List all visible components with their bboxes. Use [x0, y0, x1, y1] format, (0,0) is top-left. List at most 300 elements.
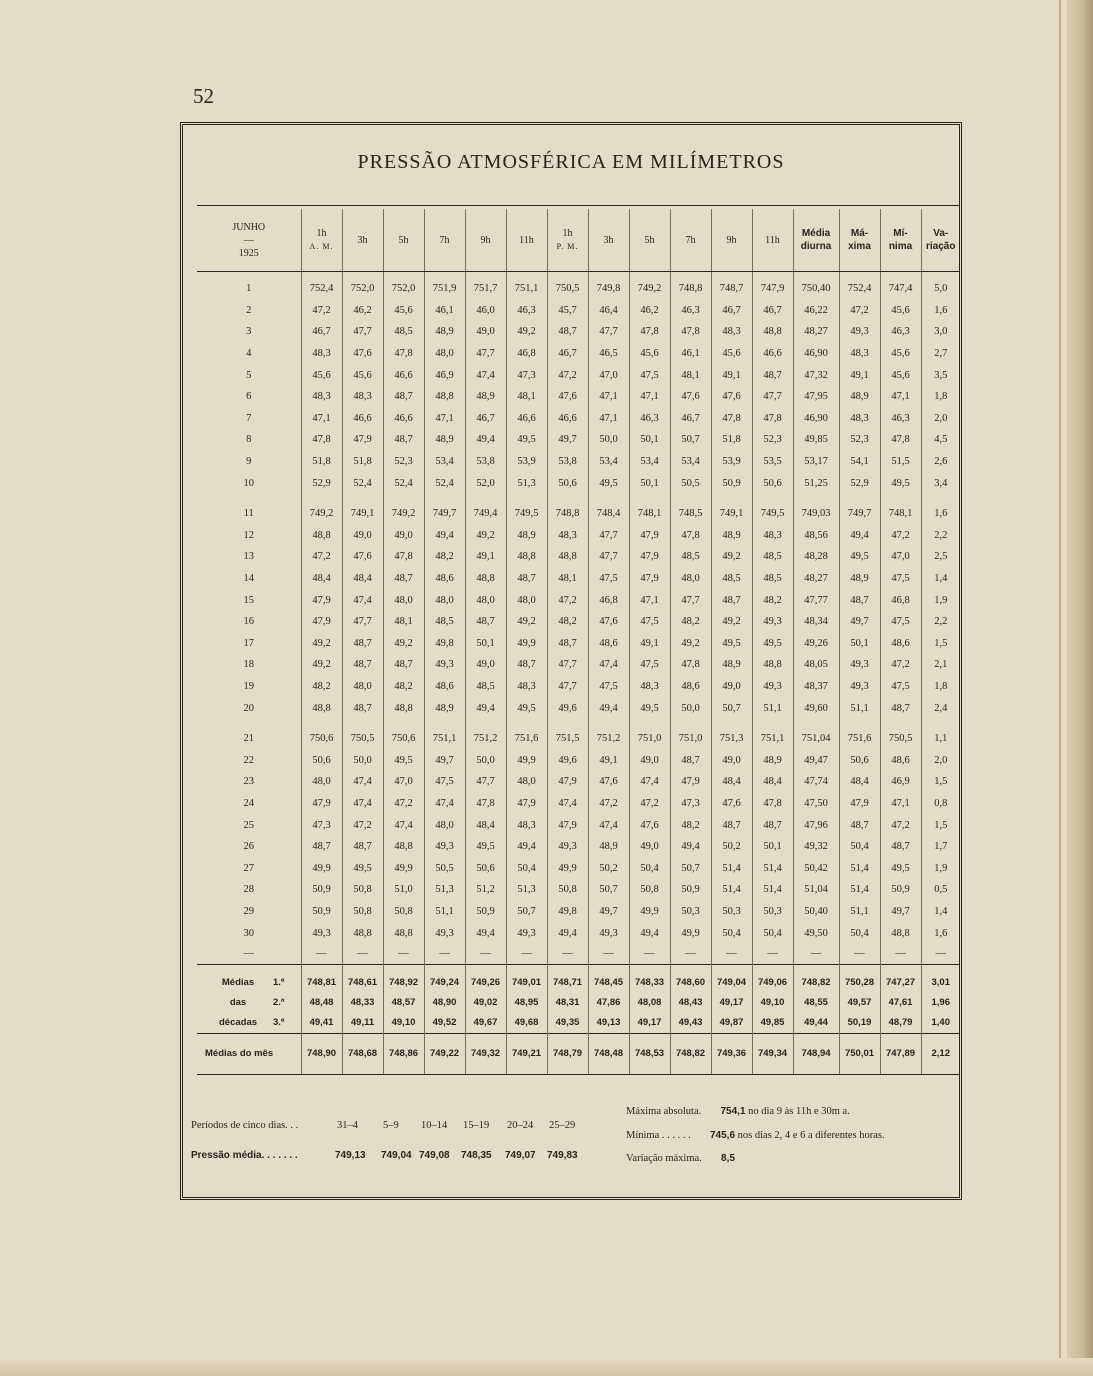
value-cell: 2,2 — [921, 525, 960, 547]
value-cell: 0,8 — [921, 793, 960, 815]
day-cell: 4 — [246, 348, 252, 360]
value-cell: 45,6 — [880, 300, 921, 322]
value-cell: 51,5 — [880, 451, 921, 473]
value-cell: 50,7 — [588, 879, 629, 901]
value-cell: 49,4 — [465, 922, 506, 944]
value-cell: 2,1 — [921, 654, 960, 676]
value-cell: 51,3 — [424, 879, 465, 901]
value-cell: 751,0 — [629, 728, 670, 750]
column-header — [839, 209, 880, 272]
value-cell: 49,1 — [711, 364, 752, 386]
day-cell: 18 — [243, 659, 254, 671]
value-cell: 46,6 — [383, 408, 424, 430]
value-cell: 49,26 — [793, 633, 839, 655]
value-cell: 46,5 — [588, 343, 629, 365]
value-cell: 48,7 — [547, 633, 588, 655]
value-cell: 751,2 — [588, 728, 629, 750]
value-cell: 750,5 — [547, 272, 588, 300]
value-cell: 51,4 — [839, 857, 880, 879]
value-cell: 48,8 — [506, 546, 547, 568]
month-mean-row — [197, 1033, 960, 1074]
table-row — [197, 879, 960, 901]
value-cell: 49,9 — [383, 857, 424, 879]
dash-cell: — — [752, 944, 793, 965]
table-row — [197, 546, 960, 568]
value-cell: 46,6 — [752, 343, 793, 365]
value-cell: 53,4 — [629, 451, 670, 473]
value-cell: 47,74 — [793, 771, 839, 793]
value-cell: 49,9 — [629, 901, 670, 923]
value-cell: 50,3 — [711, 901, 752, 923]
value-cell: 47,5 — [880, 568, 921, 590]
value-cell: 48,7 — [711, 814, 752, 836]
value-cell: 48,7 — [506, 654, 547, 676]
summary-value: 749,04 — [711, 964, 752, 993]
value-cell: 50,4 — [839, 922, 880, 944]
value-cell: 2,7 — [921, 343, 960, 365]
value-cell: 48,2 — [301, 676, 342, 698]
value-cell: 47,8 — [301, 429, 342, 451]
value-cell: 48,3 — [301, 386, 342, 408]
value-cell: 48,8 — [424, 386, 465, 408]
value-cell: 46,22 — [793, 300, 839, 322]
value-cell: 752,0 — [342, 272, 383, 300]
value-cell: 49,32 — [793, 836, 839, 858]
value-cell: 48,37 — [793, 676, 839, 698]
summary-value: 748,60 — [670, 964, 711, 993]
value-cell: 48,9 — [424, 697, 465, 719]
gap-cell — [342, 719, 383, 728]
decade-mark: 2.ª — [273, 997, 285, 1009]
value-cell: 48,0 — [301, 771, 342, 793]
table-row — [197, 429, 960, 451]
value-cell: 47,9 — [670, 771, 711, 793]
day-cell: 14 — [243, 573, 254, 585]
summary-value: 48,33 — [342, 993, 383, 1013]
value-cell: 48,8 — [342, 922, 383, 944]
value-cell: 50,6 — [301, 749, 342, 771]
gap-cell — [197, 494, 301, 503]
value-cell: 47,7 — [547, 676, 588, 698]
value-cell: 49,5 — [711, 633, 752, 655]
value-cell: 1,9 — [921, 589, 960, 611]
value-cell: 46,0 — [465, 300, 506, 322]
column-header-main: 11h — [519, 234, 534, 246]
value-cell: 46,1 — [424, 300, 465, 322]
value-cell: 48,2 — [424, 546, 465, 568]
value-cell: 48,3 — [301, 343, 342, 365]
min-abs-note: nos dias 2, 4 e 6 a diferentes horas. — [737, 1130, 885, 1141]
value-cell: 50,3 — [752, 901, 793, 923]
value-cell: 49,4 — [465, 697, 506, 719]
day-cell: 15 — [243, 594, 254, 606]
value-cell: 47,9 — [629, 546, 670, 568]
value-cell: 47,5 — [588, 676, 629, 698]
value-cell: 49,4 — [588, 697, 629, 719]
value-cell: 49,5 — [629, 697, 670, 719]
value-cell: 48,9 — [711, 525, 752, 547]
value-cell: 49,7 — [424, 749, 465, 771]
column-header-main: 1h — [562, 228, 573, 239]
decade-mark: 1.ª — [273, 977, 285, 989]
pressure-cell: 748,35 — [461, 1150, 492, 1161]
value-cell: 47,8 — [629, 321, 670, 343]
table-row — [197, 364, 960, 386]
value-cell: 47,6 — [711, 386, 752, 408]
value-cell: 47,1 — [588, 408, 629, 430]
value-cell: 47,32 — [793, 364, 839, 386]
summary-value: 747,27 — [880, 964, 921, 993]
value-cell: 47,6 — [588, 611, 629, 633]
day-cell: 24 — [243, 797, 254, 809]
value-cell: 48,3 — [506, 814, 547, 836]
gap-cell — [670, 719, 711, 728]
decade-mean-row — [197, 993, 960, 1013]
value-cell: 46,90 — [793, 408, 839, 430]
month-mean-value: 749,32 — [465, 1033, 506, 1074]
value-cell: 47,95 — [793, 386, 839, 408]
value-cell: 47,5 — [424, 771, 465, 793]
table-row — [197, 589, 960, 611]
value-cell: 48,0 — [342, 676, 383, 698]
value-cell: 51,4 — [711, 879, 752, 901]
value-cell: 46,8 — [506, 343, 547, 365]
day-cell: 22 — [243, 754, 254, 766]
value-cell: 51,8 — [711, 429, 752, 451]
value-cell: 49,0 — [629, 836, 670, 858]
value-cell: 48,4 — [752, 771, 793, 793]
value-cell: 51,25 — [793, 472, 839, 494]
value-cell: 49,5 — [839, 546, 880, 568]
value-cell: 48,8 — [383, 922, 424, 944]
value-cell: 49,9 — [670, 922, 711, 944]
value-cell: 46,7 — [547, 343, 588, 365]
month-label: JUNHO — [232, 221, 266, 233]
pressure-cell: 749,07 — [505, 1150, 536, 1161]
value-cell: 49,3 — [424, 654, 465, 676]
value-cell: 48,0 — [383, 589, 424, 611]
value-cell: 51,1 — [424, 901, 465, 923]
gap-cell — [506, 719, 547, 728]
gap-cell — [793, 719, 839, 728]
day-cell: 23 — [243, 776, 254, 788]
summary-value: 49,35 — [547, 1013, 588, 1034]
column-header — [301, 209, 342, 272]
value-cell: 52,0 — [465, 472, 506, 494]
value-cell: 748,8 — [670, 272, 711, 300]
month-mean-value: 748,68 — [342, 1033, 383, 1074]
month-mean-value: 748,82 — [670, 1033, 711, 1074]
summary-value: 48,95 — [506, 993, 547, 1013]
value-cell: 749,1 — [342, 503, 383, 525]
gap-cell — [839, 494, 880, 503]
value-cell: 47,7 — [752, 386, 793, 408]
value-cell: 47,8 — [670, 321, 711, 343]
dash-cell: — — [793, 944, 839, 965]
value-cell: 47,8 — [752, 793, 793, 815]
value-cell: 47,6 — [711, 793, 752, 815]
value-cell: 752,4 — [301, 272, 342, 300]
gap-cell — [921, 719, 960, 728]
value-cell: 46,8 — [588, 589, 629, 611]
value-cell: 45,6 — [880, 364, 921, 386]
column-header-sub: P. M. — [556, 242, 579, 251]
daily-rows — [197, 272, 960, 965]
value-cell: 48,3 — [839, 408, 880, 430]
day-cell: 13 — [243, 551, 254, 563]
value-cell: 46,3 — [629, 408, 670, 430]
value-cell: 50,5 — [424, 857, 465, 879]
table-row — [197, 272, 960, 300]
value-cell: 47,4 — [588, 814, 629, 836]
value-cell: 50,1 — [752, 836, 793, 858]
value-cell: 47,4 — [588, 654, 629, 676]
dash-cell: — — [243, 948, 254, 960]
summary-value: 49,41 — [301, 1013, 342, 1034]
value-cell: 49,4 — [839, 525, 880, 547]
value-cell: 49,9 — [301, 857, 342, 879]
column-header-sub: riação — [926, 241, 956, 252]
value-cell: 53,17 — [793, 451, 839, 473]
value-cell: 47,8 — [465, 793, 506, 815]
pressure-cell: 749,08 — [419, 1150, 450, 1161]
value-cell: 47,4 — [342, 771, 383, 793]
value-cell: 47,8 — [670, 654, 711, 676]
column-header-main: Média — [801, 228, 831, 239]
value-cell: 1,1 — [921, 728, 960, 750]
value-cell: 49,5 — [465, 836, 506, 858]
min-abs-label: Mínima . . . . . . — [626, 1130, 691, 1141]
value-cell: 49,3 — [752, 611, 793, 633]
gap-cell — [383, 719, 424, 728]
summary-value: 49,02 — [465, 993, 506, 1013]
value-cell: 46,2 — [342, 300, 383, 322]
summary-value: 49,68 — [506, 1013, 547, 1034]
value-cell: 50,5 — [670, 472, 711, 494]
value-cell: 1,7 — [921, 836, 960, 858]
value-cell: 49,2 — [506, 321, 547, 343]
column-header-main: 3h — [603, 234, 614, 246]
value-cell: 46,7 — [465, 408, 506, 430]
value-cell: 49,8 — [547, 901, 588, 923]
value-cell: 47,6 — [588, 771, 629, 793]
value-cell: 53,4 — [670, 451, 711, 473]
summary-value: 49,13 — [588, 1013, 629, 1034]
value-cell: 48,2 — [670, 814, 711, 836]
value-cell: 53,9 — [506, 451, 547, 473]
value-cell: 47,9 — [506, 793, 547, 815]
value-cell: 49,3 — [839, 654, 880, 676]
value-cell: 48,3 — [629, 676, 670, 698]
column-header-main: 9h — [480, 234, 491, 246]
value-cell: 47,2 — [383, 793, 424, 815]
summary-value: 49,10 — [752, 993, 793, 1013]
value-cell: 48,9 — [839, 568, 880, 590]
table-row — [197, 836, 960, 858]
value-cell: 50,9 — [670, 879, 711, 901]
month-mean-value: 748,86 — [383, 1033, 424, 1074]
value-cell: 51,2 — [465, 879, 506, 901]
value-cell: 52,9 — [839, 472, 880, 494]
value-cell: 48,8 — [465, 568, 506, 590]
day-cell: 28 — [243, 884, 254, 896]
dash-cell: — — [506, 944, 547, 965]
value-cell: 749,7 — [839, 503, 880, 525]
dash-cell: — — [424, 944, 465, 965]
value-cell: 48,56 — [793, 525, 839, 547]
max-abs-row — [626, 1106, 850, 1117]
year-label: 1925 — [238, 247, 259, 259]
value-cell: 1,6 — [921, 503, 960, 525]
value-cell: 47,4 — [465, 364, 506, 386]
value-cell: 1,4 — [921, 901, 960, 923]
day-cell: 7 — [246, 412, 252, 424]
max-abs-note: no dia 9 às 11h e 30m a. — [748, 1106, 850, 1117]
value-cell: 48,6 — [880, 633, 921, 655]
value-cell: 747,4 — [880, 272, 921, 300]
value-cell: 50,9 — [465, 901, 506, 923]
dash-cell: — — [921, 944, 960, 965]
table-row — [197, 633, 960, 655]
value-cell: 48,8 — [301, 525, 342, 547]
gap-cell — [880, 494, 921, 503]
value-cell: 46,90 — [793, 343, 839, 365]
value-cell: 748,5 — [670, 503, 711, 525]
day-cell: 17 — [243, 637, 254, 649]
column-header-main: 11h — [765, 234, 780, 246]
value-cell: 50,3 — [670, 901, 711, 923]
table-row — [197, 814, 960, 836]
value-cell: 52,3 — [839, 429, 880, 451]
value-cell: 48,8 — [880, 922, 921, 944]
value-cell: 48,7 — [465, 611, 506, 633]
month-mean-value: 750,01 — [839, 1033, 880, 1074]
value-cell: 45,6 — [301, 364, 342, 386]
value-cell: 1,4 — [921, 568, 960, 590]
value-cell: 51,3 — [506, 879, 547, 901]
month-mean-value: 748,79 — [547, 1033, 588, 1074]
value-cell: 48,0 — [424, 589, 465, 611]
value-cell: 47,9 — [301, 611, 342, 633]
value-cell: 46,3 — [506, 300, 547, 322]
page-edge — [1067, 0, 1093, 1376]
value-cell: 46,1 — [670, 343, 711, 365]
value-cell: 46,6 — [547, 408, 588, 430]
value-cell: 749,2 — [301, 503, 342, 525]
value-cell: 47,9 — [547, 814, 588, 836]
value-cell: 46,8 — [880, 589, 921, 611]
value-cell: 50,9 — [301, 901, 342, 923]
gap-cell — [588, 494, 629, 503]
gap-cell — [670, 494, 711, 503]
value-cell: 48,7 — [342, 654, 383, 676]
value-cell: 48,5 — [383, 321, 424, 343]
table-row — [197, 697, 960, 719]
corner-header — [197, 209, 301, 272]
month-mean-value: 749,34 — [752, 1033, 793, 1074]
value-cell: 50,0 — [465, 749, 506, 771]
column-header-sub: xima — [848, 241, 871, 252]
column-header-main: 5h — [644, 234, 655, 246]
value-cell: 50,9 — [301, 879, 342, 901]
value-cell: 49,5 — [342, 857, 383, 879]
summary-value: 49,17 — [711, 993, 752, 1013]
value-cell: 51,8 — [342, 451, 383, 473]
value-cell: 47,1 — [629, 589, 670, 611]
value-cell: 46,9 — [880, 771, 921, 793]
value-cell: 49,4 — [670, 836, 711, 858]
value-cell: 47,7 — [588, 525, 629, 547]
summary-value: 748,81 — [301, 964, 342, 993]
value-cell: 50,7 — [711, 697, 752, 719]
value-cell: 48,7 — [342, 697, 383, 719]
value-cell: 47,8 — [752, 408, 793, 430]
summary-value: 49,52 — [424, 1013, 465, 1034]
value-cell: 49,3 — [839, 676, 880, 698]
value-cell: 49,0 — [711, 749, 752, 771]
value-cell: 49,47 — [793, 749, 839, 771]
value-cell: 47,5 — [588, 568, 629, 590]
gap-cell — [629, 494, 670, 503]
table-row — [197, 728, 960, 750]
summary-value: 749,24 — [424, 964, 465, 993]
value-cell: 48,2 — [383, 676, 424, 698]
value-cell: 50,0 — [670, 697, 711, 719]
month-mean-value: 749,21 — [506, 1033, 547, 1074]
value-cell: 47,2 — [880, 814, 921, 836]
table-row — [197, 793, 960, 815]
value-cell: 46,9 — [424, 364, 465, 386]
day-cell: 5 — [246, 369, 252, 381]
column-header — [752, 209, 793, 272]
header-row — [197, 209, 960, 272]
value-cell: 49,0 — [465, 321, 506, 343]
value-cell: 50,8 — [547, 879, 588, 901]
value-cell: 47,7 — [670, 589, 711, 611]
day-cell: 9 — [246, 456, 252, 468]
value-cell: 48,7 — [506, 568, 547, 590]
value-cell: 47,7 — [588, 321, 629, 343]
value-cell: 47,2 — [342, 814, 383, 836]
value-cell: 49,3 — [506, 922, 547, 944]
value-cell: 47,77 — [793, 589, 839, 611]
gap-cell — [921, 494, 960, 503]
value-cell: 49,4 — [629, 922, 670, 944]
value-cell: 50,6 — [752, 472, 793, 494]
value-cell: 47,2 — [880, 525, 921, 547]
summary-value: 49,10 — [383, 1013, 424, 1034]
value-cell: 0,5 — [921, 879, 960, 901]
summary-value: 49,43 — [670, 1013, 711, 1034]
table-row — [197, 343, 960, 365]
value-cell: 747,9 — [752, 272, 793, 300]
value-cell: 45,6 — [383, 300, 424, 322]
value-cell: 48,6 — [880, 749, 921, 771]
value-cell: 47,7 — [465, 771, 506, 793]
value-cell: 50,8 — [342, 901, 383, 923]
value-cell: 51,1 — [839, 697, 880, 719]
value-cell: 751,6 — [839, 728, 880, 750]
gap-cell — [342, 494, 383, 503]
value-cell: 47,8 — [711, 408, 752, 430]
value-cell: 47,4 — [629, 771, 670, 793]
value-cell: 49,1 — [839, 364, 880, 386]
min-abs-value: 745,6 — [710, 1130, 736, 1141]
month-mean-value: 748,90 — [301, 1033, 342, 1074]
value-cell: 49,0 — [711, 676, 752, 698]
value-cell: 48,5 — [752, 568, 793, 590]
summary-value: 49,85 — [752, 1013, 793, 1034]
